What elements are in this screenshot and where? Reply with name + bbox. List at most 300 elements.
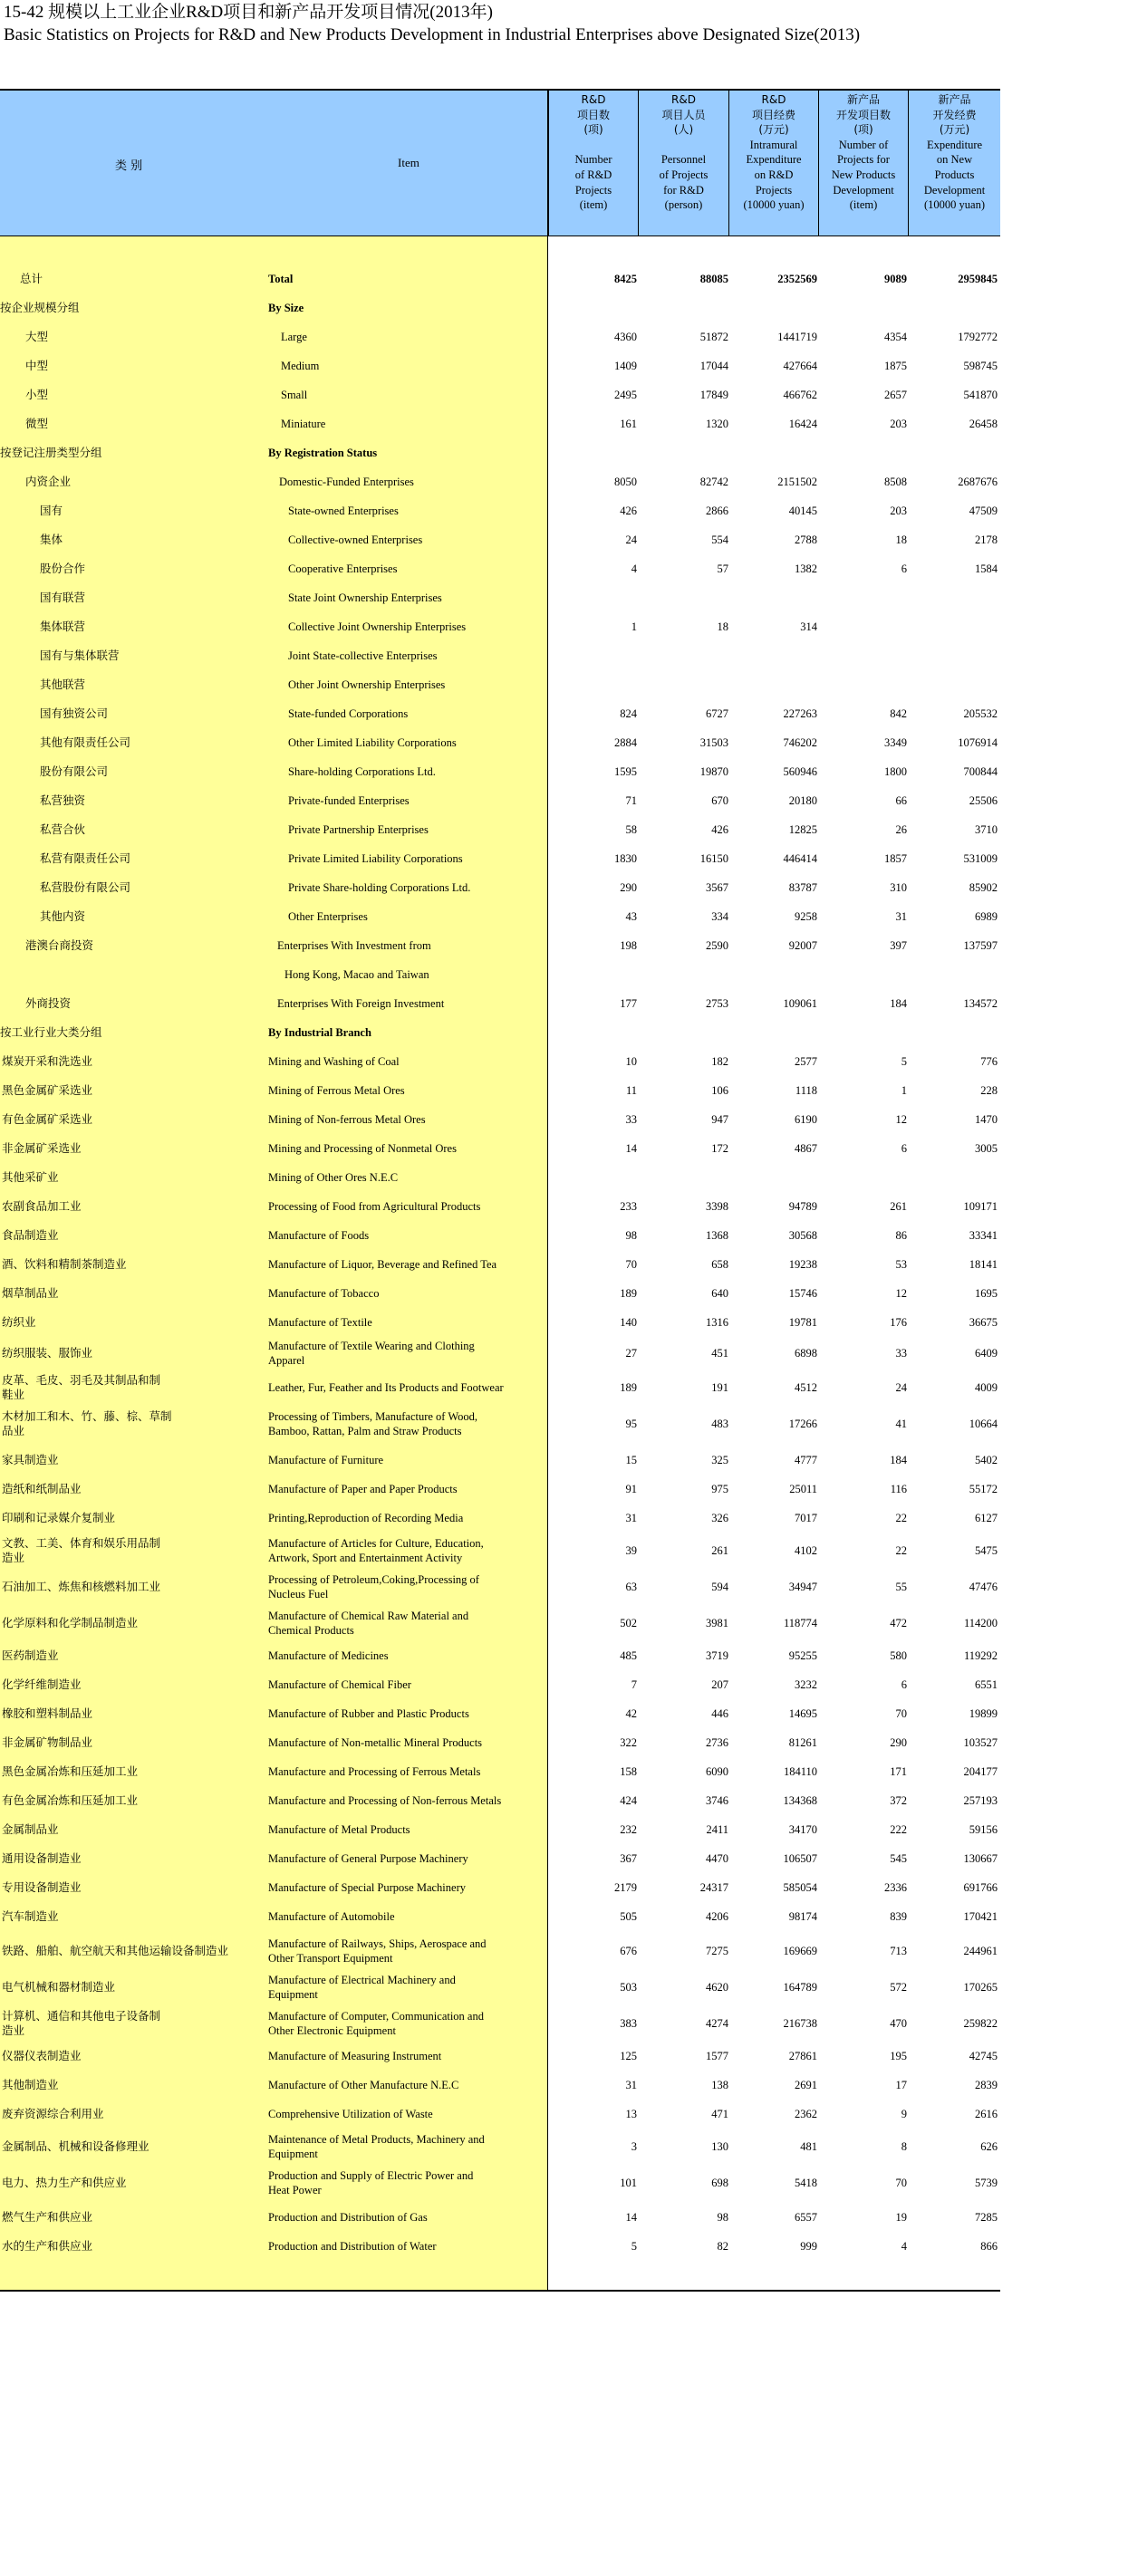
cell-value: 19 <box>895 2211 907 2224</box>
row-label-en <box>277 938 431 953</box>
cell-value: 6090 <box>706 1765 728 1778</box>
row-label-cn-line: 仪器仪表制造业 <box>2 2049 82 2062</box>
cell-value: 176 <box>890 1316 907 1329</box>
row-label-en <box>268 1880 466 1895</box>
row-label-cn-line: 专用设备制造业 <box>2 1880 82 1894</box>
row-label-en <box>268 2107 433 2121</box>
row-label-en <box>268 446 377 460</box>
row-label-cn <box>2 1482 82 1496</box>
column-header-line: (项) <box>853 123 873 137</box>
cell-value: 20180 <box>788 794 817 807</box>
cell-value: 9258 <box>795 910 817 923</box>
cell-value: 130 <box>711 2140 728 2153</box>
row-label-en-line: Domestic-Funded Enterprises <box>279 476 414 488</box>
cell-value: 2884 <box>614 736 637 749</box>
row-label-en-line: Manufacture of Textile <box>268 1316 372 1329</box>
cell-value: 169669 <box>783 1945 817 1957</box>
cell-value: 481 <box>800 2140 817 2153</box>
row-label-en <box>288 793 410 808</box>
column-header-line: Intramural <box>749 138 798 151</box>
cell-value: 1316 <box>706 1316 728 1329</box>
column-header-line: 项目数 <box>576 108 610 121</box>
cell-value: 31 <box>625 1512 637 1524</box>
row-label-cn-line: 有色金属矿采选业 <box>2 1112 93 1126</box>
row-label-en <box>268 1257 497 1272</box>
column-header-line: (item) <box>849 198 878 212</box>
row-label-en-line: Chemical Products <box>268 1624 354 1637</box>
row-label-en-line: Nucleus Fuel <box>268 1588 329 1600</box>
row-label-en <box>268 1937 487 1966</box>
cell-value: 5418 <box>795 2177 817 2189</box>
row-label-cn <box>2 1054 92 1069</box>
header-rule <box>0 235 1000 236</box>
cell-value: 172 <box>711 1142 728 1155</box>
cell-value: 114200 <box>963 1617 998 1629</box>
row-label-cn-line: 黑色金属冶炼和压延加工业 <box>2 1764 139 1778</box>
cell-value: 426 <box>711 823 728 836</box>
cell-value: 138 <box>711 2079 728 2091</box>
cell-value: 119292 <box>963 1649 998 1662</box>
row-label-cn-line: 私营独资 <box>40 793 86 807</box>
row-label-cn-line: 造纸和纸制品业 <box>2 1482 82 1495</box>
cell-value: 4 <box>901 2240 907 2253</box>
cell-value: 1076914 <box>958 736 998 749</box>
cell-value: 15 <box>625 1454 637 1466</box>
cell-value: 31 <box>895 910 907 923</box>
row-label-cn-line: 股份有限公司 <box>40 764 109 778</box>
table-bottom-rule <box>0 2290 1000 2292</box>
cell-value: 3 <box>631 2140 637 2153</box>
cell-value: 47476 <box>969 1581 998 1593</box>
cell-value: 8425 <box>614 273 637 285</box>
row-label-cn <box>25 475 71 489</box>
cell-value: 19238 <box>788 1258 817 1271</box>
cell-value: 585054 <box>783 1881 817 1894</box>
cell-value: 71 <box>625 794 637 807</box>
row-label-cn-line: 私营股份有限公司 <box>40 880 131 894</box>
cell-value: 2866 <box>706 505 728 517</box>
row-label-cn <box>2 2210 92 2225</box>
cell-value: 81261 <box>788 1736 817 1749</box>
row-label-cn-line: 木材加工和木、竹、藤、棕、草制 <box>2 1409 172 1423</box>
row-label-cn <box>40 880 130 895</box>
row-label-en-line: Bamboo, Rattan, Palm and Straw Products <box>268 1425 462 1437</box>
row-label-cn <box>40 822 85 837</box>
cell-value: 232 <box>620 1823 637 1836</box>
cell-value: 1595 <box>614 765 637 778</box>
cell-value: 13 <box>625 2108 637 2120</box>
row-label-cn-line: 私营有限责任公司 <box>40 851 131 865</box>
cell-value: 310 <box>890 881 907 894</box>
cell-value: 6727 <box>706 707 728 720</box>
row-label-cn <box>20 272 43 286</box>
row-label-cn-line: 废弃资源综合利用业 <box>2 2107 104 2120</box>
row-label-en <box>268 2009 484 2038</box>
row-label-en <box>268 1141 457 1156</box>
cell-value: 472 <box>890 1617 907 1629</box>
row-label-cn <box>2 1346 92 1360</box>
cell-value: 5739 <box>975 2177 998 2189</box>
column-header-line: 开发项目数 <box>835 108 891 121</box>
row-label-en-line: Production and Supply of Electric Power and <box>268 2169 474 2182</box>
row-label-en <box>268 1228 369 1243</box>
row-label-en-line: Manufacture of Non-metallic Mineral Products <box>268 1736 483 1749</box>
column-header-line: Number <box>574 153 612 167</box>
row-label-cn <box>25 359 48 373</box>
row-label-cn <box>25 996 71 1011</box>
row-label-cn-line: 非金属矿采选业 <box>2 1141 82 1155</box>
cell-value: 290 <box>890 1736 907 1749</box>
row-label-en <box>281 330 307 344</box>
row-label-en-line: State-funded Corporations <box>288 707 409 720</box>
cell-value: 2362 <box>795 2108 817 2120</box>
cell-value: 4360 <box>614 331 637 343</box>
row-label-cn <box>2 1616 138 1630</box>
row-label-cn <box>2 1793 138 1808</box>
cell-value: 101 <box>620 2177 637 2189</box>
cell-value: 33341 <box>969 1229 998 1242</box>
row-label-en <box>268 2132 485 2161</box>
cell-value: 322 <box>620 1736 637 1749</box>
row-label-cn-line: 计算机、通信和其他电子设备制 <box>2 2009 161 2023</box>
cell-value: 6551 <box>975 1678 998 1691</box>
cell-value: 19899 <box>969 1707 998 1720</box>
header-item-en: Item <box>398 156 419 169</box>
row-label-en-line: Cooperative Enterprises <box>288 562 398 575</box>
cell-value: 203 <box>890 505 907 517</box>
row-label-en <box>268 1025 371 1040</box>
row-label-en <box>268 1572 479 1601</box>
cell-value: 14 <box>625 1142 637 1155</box>
row-label-en-line: Private-funded Enterprises <box>288 794 410 807</box>
row-label-cn-line: 农副食品加工业 <box>2 1199 82 1213</box>
cell-value: 2657 <box>884 389 907 401</box>
cell-value: 98174 <box>788 1910 817 1923</box>
column-header-line: Expenditure <box>926 138 983 151</box>
column-header-line: (item) <box>579 198 608 212</box>
cell-value: 222 <box>890 1823 907 1836</box>
row-label-en <box>288 822 429 837</box>
column-header-line: New Products <box>831 168 896 181</box>
cell-value: 140 <box>620 1316 637 1329</box>
column-header-1 <box>548 91 638 235</box>
row-label-cn <box>40 678 85 692</box>
row-label-en <box>288 678 445 692</box>
cell-value: 314 <box>800 620 817 633</box>
row-label-en-line: Medium <box>281 360 320 372</box>
row-label-cn-line: 电气机械和器材制造业 <box>2 1980 116 1994</box>
row-label-en <box>268 2239 437 2254</box>
row-label-cn <box>2 1170 59 1185</box>
cell-value: 626 <box>980 2140 998 2153</box>
row-label-cn-line: 煤炭开采和洗选业 <box>2 1054 93 1068</box>
column-header-line: on New <box>936 153 973 167</box>
cell-value: 397 <box>890 939 907 952</box>
row-label-cn <box>25 388 48 402</box>
row-label-en-line: Heat Power <box>268 2184 322 2196</box>
row-label-cn <box>40 851 130 866</box>
cell-value: 257193 <box>963 1794 998 1807</box>
column-header-line <box>549 138 638 153</box>
cell-value: 58 <box>625 823 637 836</box>
cell-value: 2687676 <box>958 476 998 488</box>
column-header-line: 项目经费 <box>751 108 795 121</box>
cell-value: 1441719 <box>777 331 817 343</box>
cell-value: 2839 <box>975 2079 998 2091</box>
cell-value: 22 <box>895 1512 907 1524</box>
cell-value: 18141 <box>969 1258 998 1271</box>
cell-value: 82742 <box>699 476 728 488</box>
cell-value: 33 <box>895 1347 907 1360</box>
row-label-en-line: Other Transport Equipment <box>268 1952 393 1965</box>
cell-value: 3710 <box>975 823 998 836</box>
stub-divider <box>547 91 548 2290</box>
column-header-line: (10000 yuan) <box>743 198 805 212</box>
cell-value: 11 <box>625 1084 637 1097</box>
cell-value: 3567 <box>706 881 728 894</box>
row-label-en-line: Share-holding Corporations Ltd. <box>288 765 436 778</box>
cell-value: 19870 <box>699 765 728 778</box>
row-label-en <box>288 880 470 895</box>
column-header-line <box>639 138 728 153</box>
page-title-cn: 15-42 规模以上工业企业R&D项目和新产品开发项目情况(2013年) <box>4 3 493 22</box>
row-label-cn <box>40 620 85 634</box>
column-header-line: Projects <box>574 183 612 197</box>
row-label-en <box>288 533 422 547</box>
row-label-en-line: Comprehensive Utilization of Waste <box>268 2108 433 2120</box>
row-label-en-line: Manufacture of Paper and Paper Products <box>268 1483 458 1495</box>
row-label-cn <box>2 2239 92 2254</box>
row-label-cn-line: 其他采矿业 <box>2 1170 59 1184</box>
column-header-line: 开发经费 <box>932 108 977 121</box>
row-label-cn-line: 按企业规模分组 <box>0 301 80 314</box>
row-label-en <box>268 1083 405 1098</box>
column-header-line: Personnel <box>660 153 707 167</box>
row-label-en <box>268 1170 398 1185</box>
row-label-cn <box>2 1580 160 1594</box>
cell-value: 82 <box>717 2240 728 2253</box>
cell-value: 426 <box>620 505 637 517</box>
column-header-line: Expenditure <box>746 153 802 167</box>
cell-value: 70 <box>625 1258 637 1271</box>
cell-value: 2495 <box>614 389 637 401</box>
cell-value: 171 <box>890 1765 907 1778</box>
row-label-cn <box>2 1453 59 1467</box>
cell-value: 189 <box>620 1287 637 1300</box>
cell-value: 6 <box>901 1678 907 1691</box>
row-label-cn <box>2 2107 104 2121</box>
cell-value: 204177 <box>963 1765 998 1778</box>
cell-value: 17849 <box>699 389 728 401</box>
row-label-cn-line: 鞋业 <box>2 1388 25 1401</box>
row-label-cn-line: 微型 <box>25 417 49 430</box>
row-label-cn-line: 食品制造业 <box>2 1228 59 1242</box>
row-label-en <box>281 417 325 431</box>
cell-value: 6 <box>901 1142 907 1155</box>
row-label-en <box>268 1735 482 1750</box>
row-label-en-line: Production and Distribution of Gas <box>268 2211 428 2224</box>
row-label-en-line: Other Limited Liability Corporations <box>288 736 457 749</box>
cell-value: 195 <box>890 2050 907 2062</box>
row-label-cn <box>2 1409 172 1438</box>
cell-value: 4354 <box>884 331 907 343</box>
cell-value: 505 <box>620 1910 637 1923</box>
row-label-cn <box>2 2049 82 2063</box>
cell-value: 947 <box>711 1113 728 1126</box>
row-label-en-line: Manufacture of Textile Wearing and Clothing <box>268 1340 475 1352</box>
cell-value: 541870 <box>963 389 998 401</box>
row-label-cn-line: 国有 <box>40 504 63 517</box>
cell-value: 2352569 <box>777 273 817 285</box>
column-header-line: on R&D <box>754 168 794 181</box>
cell-value: 776 <box>980 1055 998 1068</box>
row-label-en <box>268 1648 389 1663</box>
cell-value: 372 <box>890 1794 907 1807</box>
row-label-cn-line: 石油加工、炼焦和核燃料加工业 <box>2 1580 161 1593</box>
row-label-en <box>268 1909 395 1924</box>
column-header-line: Development <box>833 183 894 197</box>
row-label-cn-line: 总计 <box>20 272 43 285</box>
cell-value: 261 <box>890 1200 907 1213</box>
row-label-cn <box>40 764 108 779</box>
row-label-cn <box>2 2009 160 2038</box>
cell-value: 92007 <box>788 939 817 952</box>
column-header-5 <box>908 91 1000 235</box>
cell-value: 12825 <box>788 823 817 836</box>
row-label-cn <box>2 1980 115 1994</box>
cell-value: 118774 <box>783 1617 817 1629</box>
column-header-line: R&D <box>581 93 606 106</box>
cell-value: 182 <box>711 1055 728 1068</box>
row-label-cn-line: 小型 <box>25 388 49 401</box>
column-header-line: (人) <box>673 123 694 137</box>
cell-value: 3349 <box>884 736 907 749</box>
header-item-cn: 类 别 <box>115 159 143 173</box>
cell-value: 12 <box>895 1113 907 1126</box>
row-label-en <box>284 967 429 982</box>
cell-value: 1118 <box>795 1084 817 1097</box>
row-label-cn <box>2 1706 92 1721</box>
cell-value: 1409 <box>614 360 637 372</box>
row-label-cn <box>2 1141 82 1156</box>
row-label-en <box>268 1112 426 1127</box>
cell-value: 2336 <box>884 1881 907 1894</box>
cell-value: 25506 <box>969 794 998 807</box>
cell-value: 85902 <box>969 881 998 894</box>
cell-value: 8508 <box>884 476 907 488</box>
row-label-en <box>281 359 319 373</box>
row-label-en-line: Manufacture of Rubber and Plastic Products <box>268 1707 469 1720</box>
cell-value: 24317 <box>699 1881 728 1894</box>
row-label-cn-line: 黑色金属矿采选业 <box>2 1083 93 1097</box>
cell-value: 2179 <box>614 1881 637 1894</box>
row-label-cn-line: 按登记注册类型分组 <box>0 446 102 459</box>
cell-value: 170421 <box>963 1910 998 1923</box>
cell-value: 1695 <box>975 1287 998 1300</box>
cell-value: 189 <box>620 1381 637 1394</box>
row-label-cn <box>40 793 85 808</box>
cell-value: 691766 <box>963 1881 998 1894</box>
cell-value: 9089 <box>884 273 907 285</box>
row-label-cn <box>25 417 48 431</box>
cell-value: 4102 <box>795 1544 817 1557</box>
column-header-line: (10000 yuan) <box>924 198 985 212</box>
row-label-en-line: Manufacture of Articles for Culture, Education, <box>268 1537 484 1550</box>
column-header-line: Projects <box>755 183 793 197</box>
cell-value: 975 <box>711 1483 728 1495</box>
column-header-4 <box>818 91 908 235</box>
row-label-en-line: Manufacture of Electrical Machinery and <box>268 1974 456 1986</box>
cell-value: 1 <box>901 1084 907 1097</box>
column-header-line: (万元) <box>758 123 789 137</box>
cell-value: 383 <box>620 2017 637 2030</box>
cell-value: 10 <box>625 1055 637 1068</box>
row-label-en-line: Other Enterprises <box>288 910 368 923</box>
row-label-en <box>288 706 408 721</box>
cell-value: 83787 <box>788 881 817 894</box>
cell-value: 485 <box>620 1649 637 1662</box>
cell-value: 3398 <box>706 1200 728 1213</box>
cell-value: 6 <box>901 562 907 575</box>
row-label-en-line: Manufacture of Other Manufacture N.E.C <box>268 2079 459 2091</box>
cell-value: 98 <box>625 1229 637 1242</box>
cell-value: 12 <box>895 1287 907 1300</box>
cell-value: 1368 <box>706 1229 728 1242</box>
cell-value: 25011 <box>789 1483 817 1495</box>
cell-value: 3232 <box>795 1678 817 1691</box>
cell-value: 483 <box>711 1418 728 1430</box>
row-label-cn <box>2 1228 59 1243</box>
row-label-cn-line: 其他联营 <box>40 678 86 691</box>
cell-value: 1584 <box>975 562 998 575</box>
cell-value: 95255 <box>788 1649 817 1662</box>
cell-value: 700844 <box>963 765 998 778</box>
column-header-line: (person) <box>664 198 703 212</box>
column-header-line: Number of <box>838 138 889 151</box>
row-label-en <box>281 388 307 402</box>
row-label-en-line: Production and Distribution of Water <box>268 2240 437 2253</box>
row-label-en <box>268 1482 458 1496</box>
cell-value: 594 <box>711 1581 728 1593</box>
row-label-cn <box>0 1025 102 1040</box>
row-label-cn-line: 印刷和记录媒介复制业 <box>2 1511 116 1524</box>
row-label-cn-line: 股份合作 <box>40 562 86 575</box>
row-label-cn-line: 电力、热力生产和供应业 <box>2 2176 127 2189</box>
row-label-en-line: Manufacture of Special Purpose Machinery <box>268 1881 466 1894</box>
cell-value: 866 <box>980 2240 998 2253</box>
row-label-en-line: Manufacture and Processing of Ferrous Metals <box>268 1765 481 1778</box>
row-label-cn <box>40 649 120 663</box>
row-label-en-line: Small <box>281 389 308 401</box>
row-label-cn-line: 非金属矿物制品业 <box>2 1735 93 1749</box>
cell-value: 103527 <box>963 1736 998 1749</box>
row-label-cn-line: 家具制造业 <box>2 1453 59 1466</box>
cell-value: 3746 <box>706 1794 728 1807</box>
row-label-en-line: Manufacture and Processing of Non-ferrous Metals <box>268 1794 502 1807</box>
row-label-cn <box>40 504 63 518</box>
row-label-cn-line: 港澳台商投资 <box>25 938 94 952</box>
cell-value: 451 <box>711 1347 728 1360</box>
cell-value: 57 <box>717 562 728 575</box>
cell-value: 7017 <box>795 1512 817 1524</box>
cell-value: 47509 <box>969 505 998 517</box>
row-label-en-line: By Industrial Branch <box>268 1026 371 1039</box>
cell-value: 216738 <box>783 2017 817 2030</box>
row-label-cn <box>25 330 48 344</box>
row-label-cn <box>40 706 108 721</box>
cell-value: 31 <box>625 2079 637 2091</box>
row-label-en <box>277 996 444 1011</box>
